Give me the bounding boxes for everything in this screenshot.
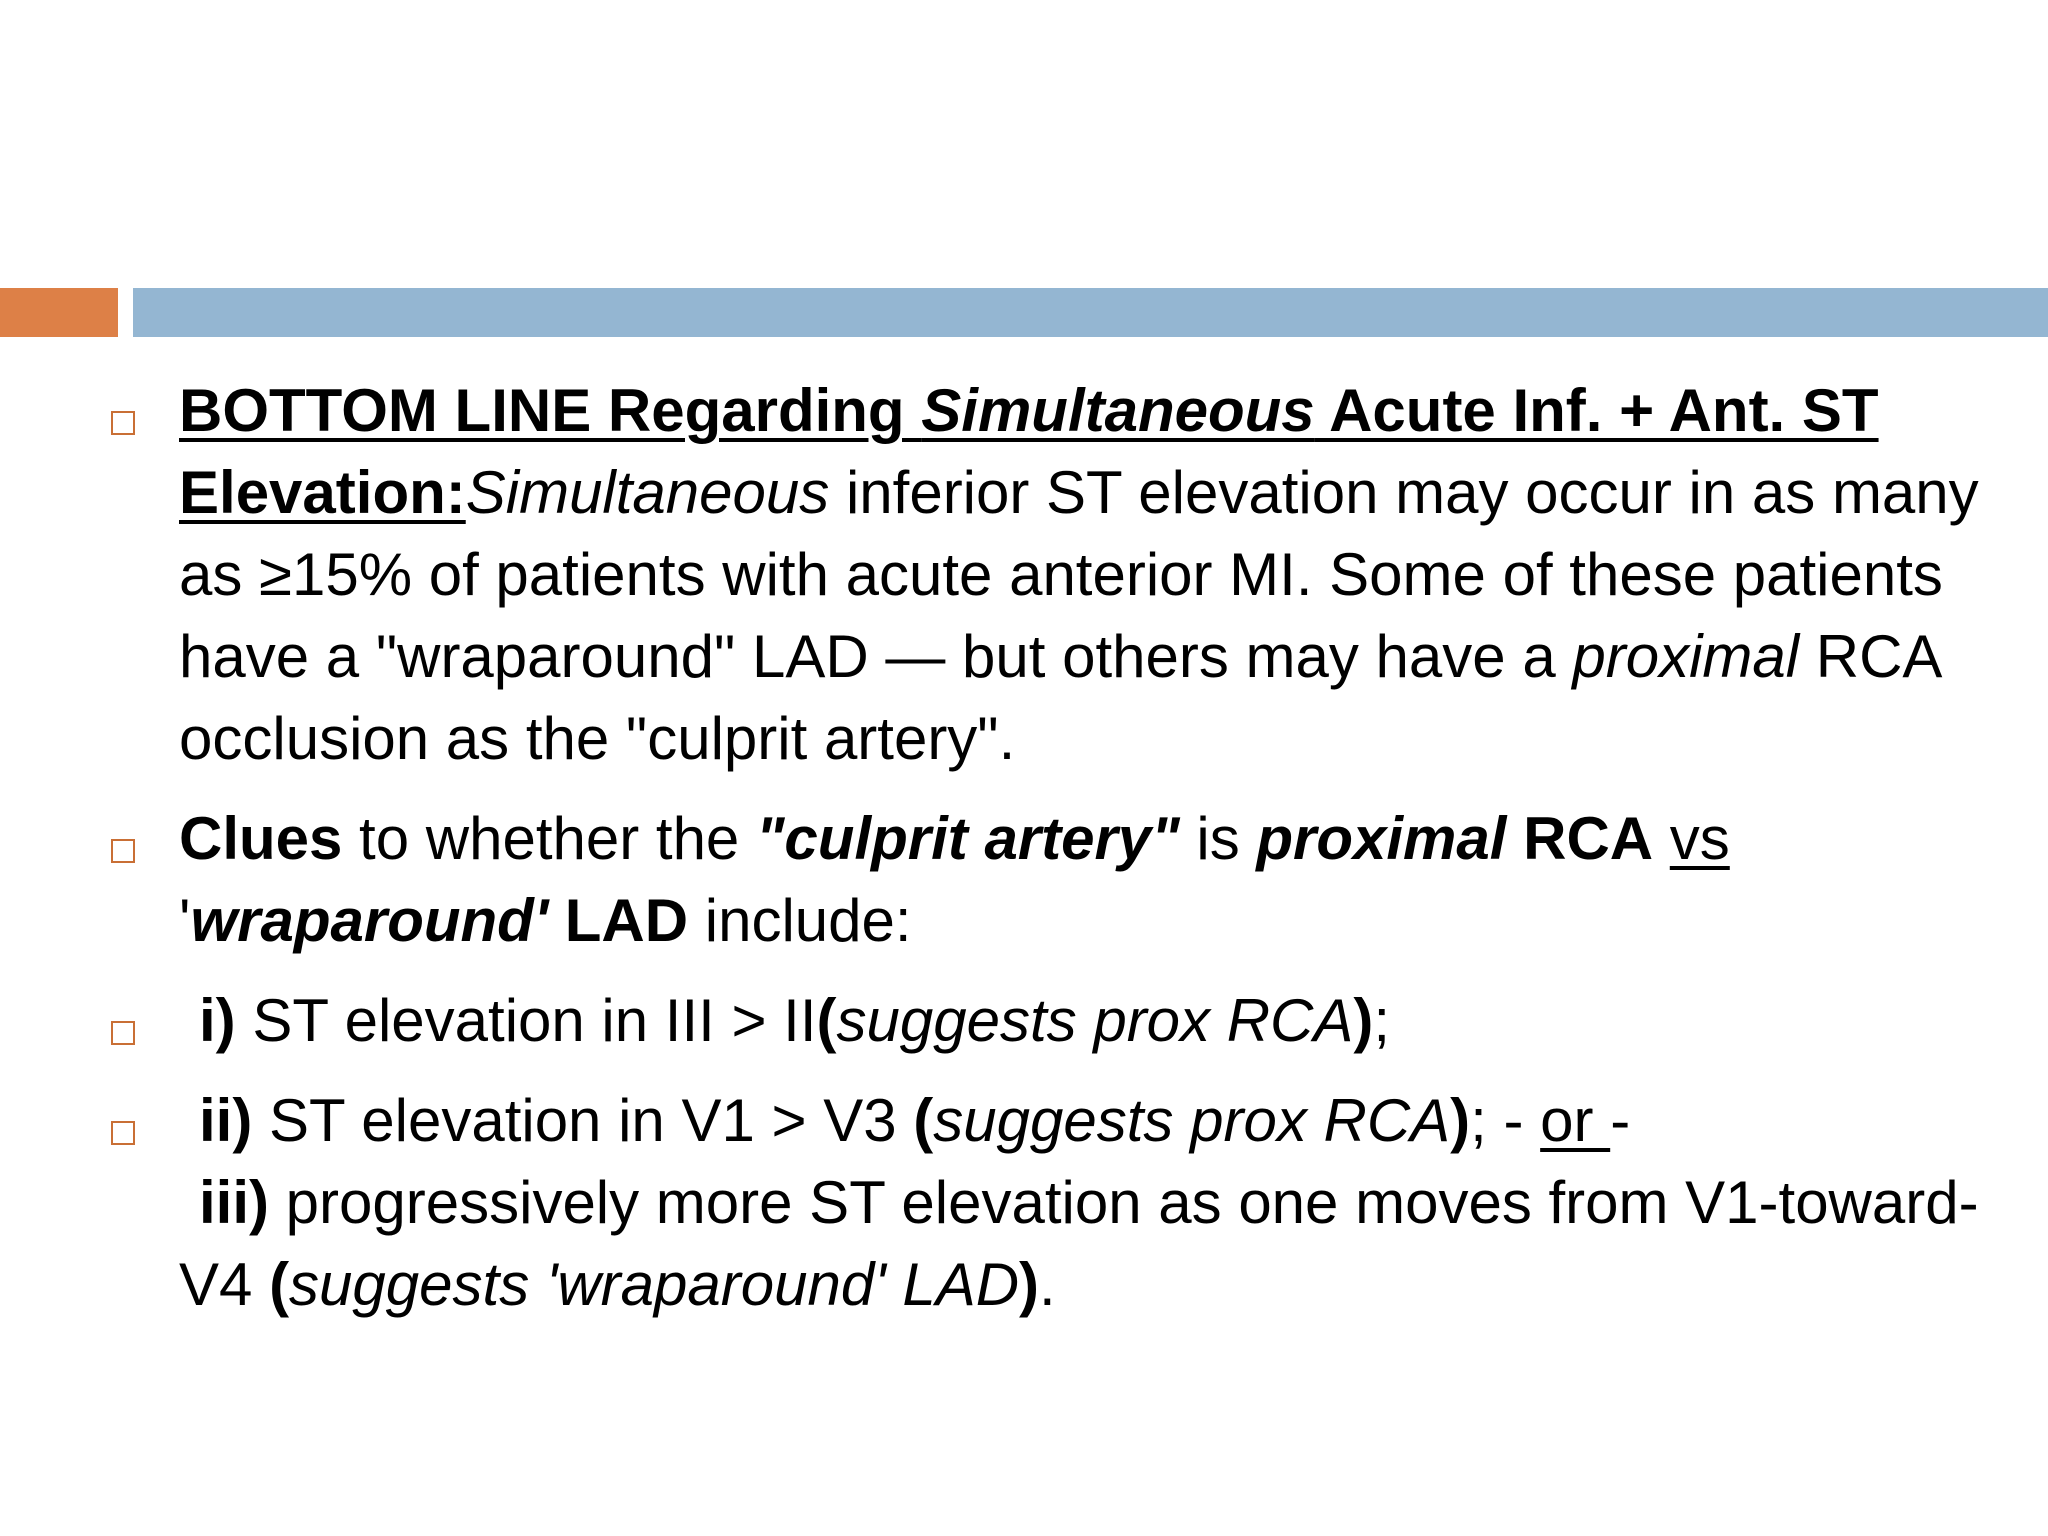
bold-text: iii) <box>199 1169 269 1236</box>
body-text: ' <box>179 887 191 954</box>
bold-italic-text: "culprit artery" <box>755 805 1180 872</box>
bullet-item-bottom-line <box>0 370 2048 780</box>
hollow-square-icon <box>111 1121 135 1145</box>
italic-text: suggests 'wraparound' LAD <box>289 1251 1020 1318</box>
body-text: ST elevation in V1 > V3 <box>252 1087 914 1154</box>
bold-text: ( <box>913 1087 934 1154</box>
bold-text: LAD <box>548 887 689 954</box>
bullet-text <box>179 1087 1979 1318</box>
bold-text: ( <box>269 1251 290 1318</box>
bullet-text <box>179 805 1730 954</box>
body-text: - <box>1610 1087 1631 1154</box>
bullet-item-clue-ii-iii <box>0 1080 2048 1326</box>
italic-text: suggests prox RCA <box>933 1087 1451 1154</box>
body-text: include: <box>688 887 912 954</box>
hollow-square-icon <box>111 411 135 435</box>
bold-text: RCA <box>1506 805 1654 872</box>
heading-part: Acute Inf. + Ant. ST Elevation: <box>179 377 1879 526</box>
bold-italic-text: proximal <box>1256 805 1507 872</box>
bold-text: Clues <box>179 805 343 872</box>
heading-italic: Simultaneous <box>921 377 1315 444</box>
body-text: progressively more ST elevation as one moves from V1-toward-V4 <box>179 1169 1979 1318</box>
underlined-text: or <box>1540 1087 1611 1154</box>
body-text: inferior ST elevation may occur in as many as ≥15% of patients with acute anterior MI. Some of these patients have a "wraparound" LAD — but others may have a <box>179 459 1979 690</box>
bold-text: ) <box>1019 1251 1040 1318</box>
underlined-text: vs <box>1669 805 1730 872</box>
hollow-square-icon <box>111 839 135 863</box>
bullet-list <box>0 370 2048 1326</box>
body-text: ST elevation in III > II <box>235 987 817 1054</box>
bullet-item-clue-i <box>0 980 2048 1062</box>
body-text: . <box>1039 1251 1056 1318</box>
italic-text: proximal <box>1572 623 1800 690</box>
bullet-text <box>179 987 1390 1054</box>
bold-text: ii) <box>199 1087 253 1154</box>
body-text: ; - <box>1470 1087 1541 1154</box>
hollow-square-icon <box>111 1021 135 1045</box>
bullet-item-clues <box>0 798 2048 962</box>
bold-text: ) <box>1353 987 1374 1054</box>
bullet-text <box>179 377 1979 772</box>
bold-text: i) <box>199 987 236 1054</box>
italic-text: suggests prox RCA <box>836 987 1354 1054</box>
bold-italic-text: wraparound' <box>190 887 549 954</box>
bold-text: ) <box>1450 1087 1471 1154</box>
accent-bar-blue <box>133 288 2048 337</box>
body-text: is <box>1179 805 1257 872</box>
accent-bar-orange <box>0 288 118 337</box>
body-text <box>1653 805 1670 872</box>
body-text: RCA occlusion as the "culprit artery". <box>179 623 1940 772</box>
bold-text: ( <box>816 987 837 1054</box>
heading-part: BOTTOM LINE Regarding <box>179 377 922 444</box>
body-text: ; <box>1373 987 1391 1054</box>
body-text: to whether the <box>342 805 756 872</box>
intro-italic: Simultaneous <box>465 459 830 526</box>
